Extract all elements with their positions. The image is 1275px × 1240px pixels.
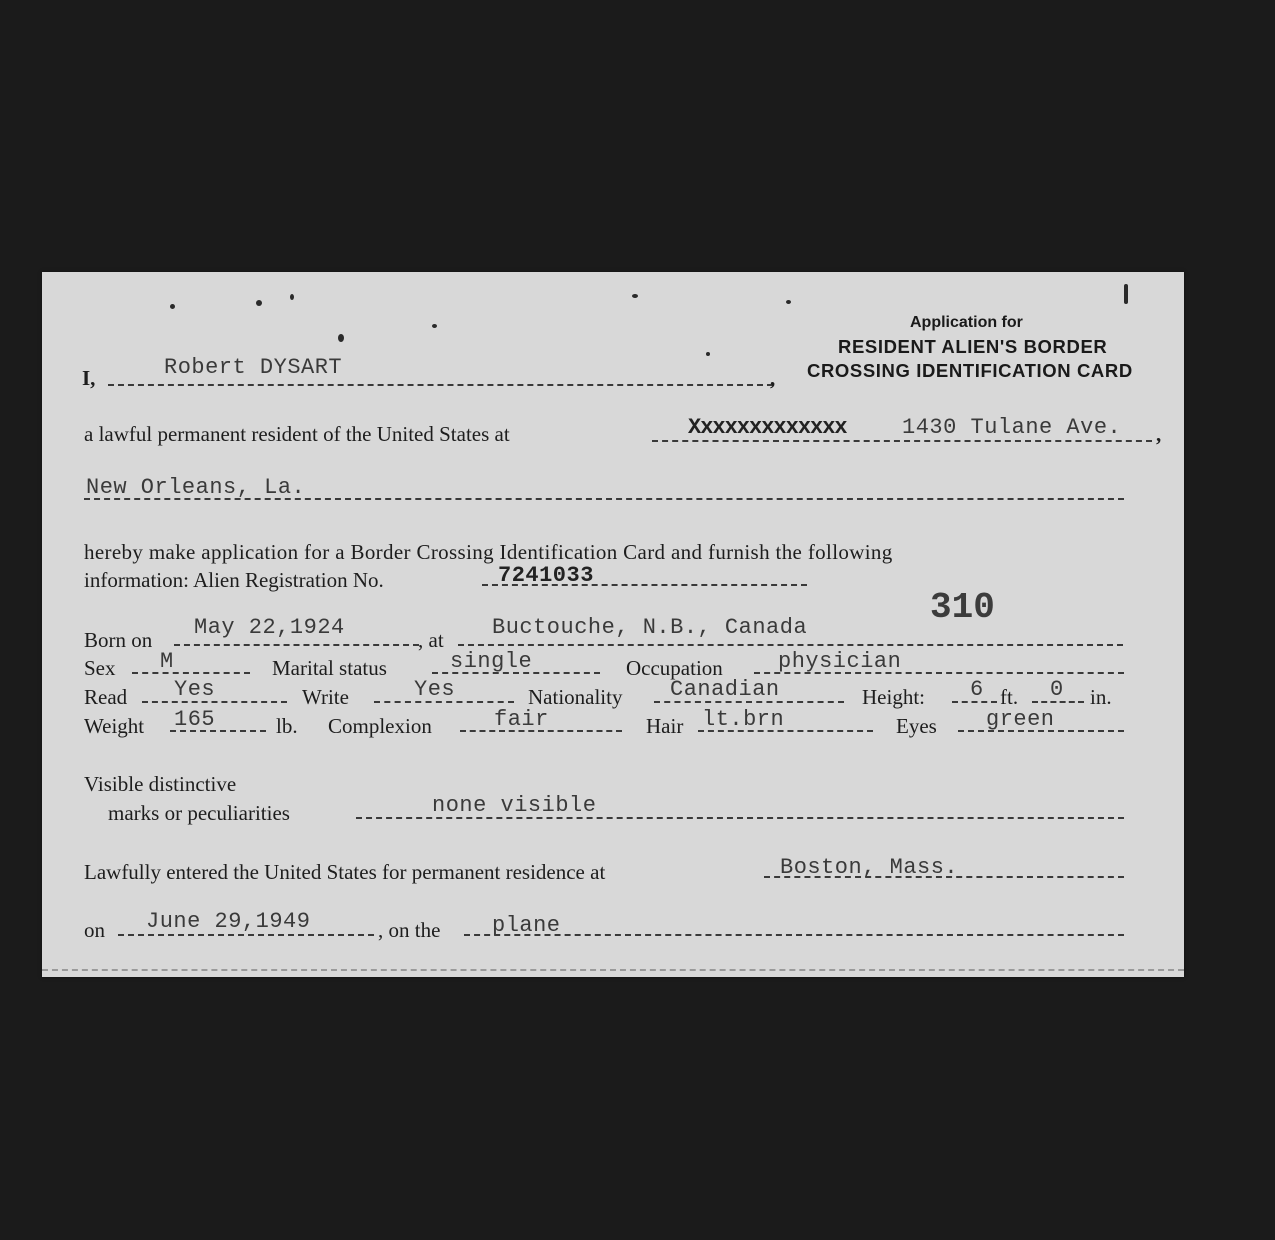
label-nationality: Nationality: [528, 685, 623, 709]
value-weight: 165: [174, 707, 216, 732]
value-city: New Orleans, La.: [86, 475, 306, 500]
label-at: , at: [418, 628, 444, 652]
value-name: Robert DYSART: [164, 355, 343, 380]
label-occupation: Occupation: [626, 656, 723, 680]
header-title-line1: RESIDENT ALIEN'S BORDER: [838, 336, 1108, 357]
entry-date-line: [118, 934, 374, 936]
value-entry-date: June 29,1949: [146, 909, 311, 934]
value-write: Yes: [414, 677, 456, 702]
value-marital-status: single: [450, 649, 533, 674]
value-address-struck: Xxxxxxxxxxxxx: [688, 415, 847, 440]
file-number: 310: [930, 587, 995, 628]
scan-speck: [290, 294, 294, 300]
label-marks: marks or peculiarities: [108, 801, 290, 825]
value-height-in: 0: [1050, 677, 1064, 702]
scan-speck: [706, 352, 710, 356]
label-weight: Weight: [84, 714, 145, 738]
birth-date-line: [174, 644, 419, 646]
label-on-the: , on the: [378, 918, 441, 942]
value-birth-place: Buctouche, N.B., Canada: [492, 615, 808, 640]
label-marital-status: Marital status: [272, 656, 387, 680]
label-on: on: [84, 918, 105, 942]
value-entry-conveyance: plane: [492, 913, 561, 938]
value-entry-place: Boston, Mass.: [780, 855, 959, 880]
label-complexion: Complexion: [328, 714, 432, 738]
name-line: [108, 384, 773, 386]
address-line: [652, 440, 1152, 442]
value-marks: none visible: [432, 793, 597, 818]
label-height: Height:: [862, 685, 925, 709]
value-sex: M: [160, 649, 174, 674]
scan-speck: [1124, 284, 1128, 304]
value-address: 1430 Tulane Ave.: [902, 415, 1122, 440]
birth-place-line: [458, 644, 1123, 646]
label-read: Read: [84, 685, 128, 709]
scan-speck: [632, 294, 638, 298]
header-application-for: Application for: [910, 314, 1023, 331]
value-nationality: Canadian: [670, 677, 780, 702]
header-title-line2: CROSSING IDENTIFICATION CARD: [807, 360, 1133, 381]
scan-speck: [256, 300, 262, 306]
label-in: in.: [1090, 685, 1112, 709]
label-comma: ,: [770, 366, 776, 390]
value-alien-reg-no: 7241033: [498, 563, 594, 588]
label-resident-at: a lawful permanent resident of the United States at: [84, 422, 510, 446]
scan-speck: [432, 324, 437, 328]
label-write: Write: [302, 685, 349, 709]
label-born-on: Born on: [84, 628, 153, 652]
application-card: [42, 272, 1184, 977]
label-i: I,: [82, 366, 96, 390]
value-hair: lt.brn: [702, 707, 785, 732]
label-lb: lb.: [276, 714, 298, 738]
sex-line: [132, 672, 250, 674]
scan-speck: [786, 300, 791, 304]
label-lawfully-entered: Lawfully entered the United States for permanent residence at: [84, 860, 606, 884]
scan-speck: [338, 334, 344, 342]
label-hair: Hair: [646, 714, 684, 738]
value-occupation: physician: [778, 649, 902, 674]
value-height-ft: 6: [970, 677, 984, 702]
label-address-comma: ,: [1156, 422, 1162, 446]
label-sex: Sex: [84, 656, 116, 680]
value-complexion: fair: [494, 707, 549, 732]
label-ft: ft.: [1000, 685, 1019, 709]
scan-speck: [170, 304, 175, 309]
conveyance-line: [464, 934, 1124, 936]
value-birth-date: May 22,1924: [194, 615, 345, 640]
label-eyes: Eyes: [896, 714, 937, 738]
value-eyes: green: [986, 707, 1055, 732]
label-alien-registration: information: Alien Registration No.: [84, 568, 384, 592]
value-read: Yes: [174, 677, 216, 702]
label-hereby: hereby make application for a Border Crossing Identification Card and furnish the following: [84, 540, 893, 564]
label-visible-distinctive: Visible distinctive: [84, 772, 237, 796]
